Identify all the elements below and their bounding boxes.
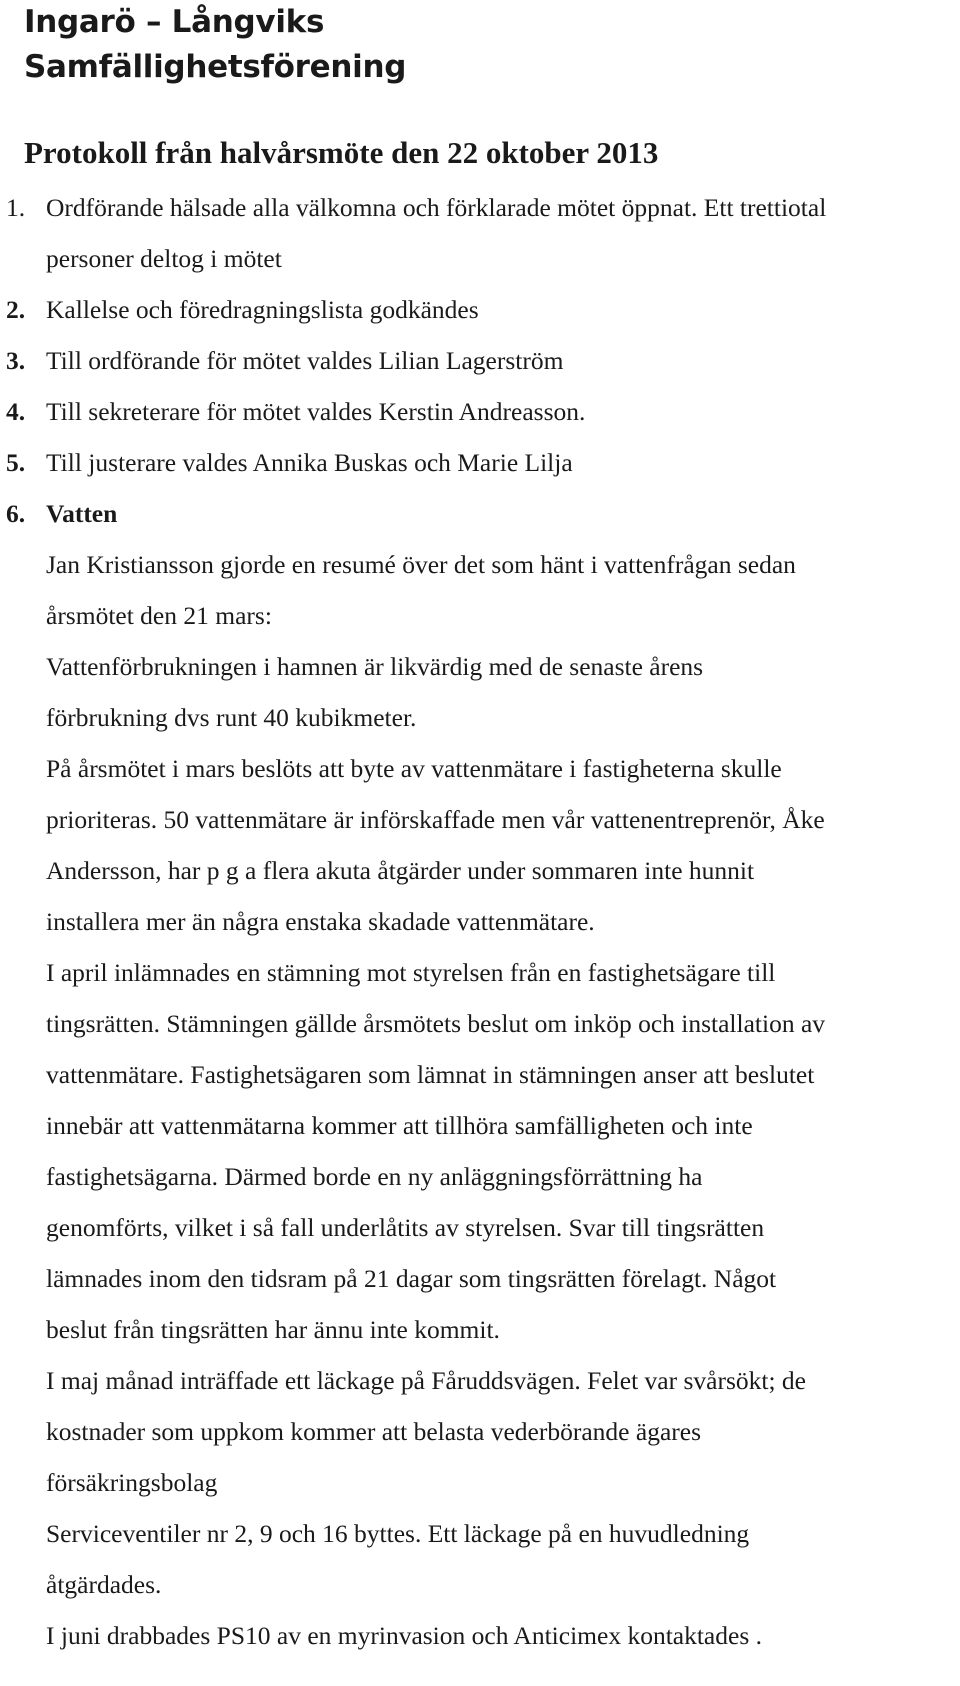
agenda-item-line: prioriteras. 50 vattenmätare är införskaffade men vår vattenentreprenör, Åke <box>46 805 825 834</box>
agenda-item-number: 1. <box>6 193 26 222</box>
agenda-item-line: fastighetsägarna. Därmed borde en ny anläggningsförrättning ha <box>46 1162 703 1191</box>
agenda-item-line: förbrukning dvs runt 40 kubikmeter. <box>46 703 417 732</box>
agenda-item-line: personer deltog i mötet <box>46 244 282 273</box>
agenda-item-line: Ordförande hälsade alla välkomna och förklarade mötet öppnat. Ett trettiotal <box>46 193 827 222</box>
agenda-item-line: Till justerare valdes Annika Buskas och Marie Lilja <box>46 448 573 477</box>
agenda-item-line: åtgärdades. <box>46 1570 162 1599</box>
agenda-item-line: beslut från tingsrätten har ännu inte kommit. <box>46 1315 500 1344</box>
agenda-item-4 <box>0 386 960 437</box>
agenda-item-number: 3. <box>6 346 26 375</box>
agenda-item-number: 4. <box>6 397 26 426</box>
agenda-item-line: Vattenförbrukningen i hamnen är likvärdig med de senaste årens <box>46 652 704 681</box>
agenda-item-2 <box>0 284 960 335</box>
agenda-item-line: Jan Kristiansson gjorde en resumé över det som hänt i vattenfrågan sedan <box>46 550 796 579</box>
organization-title <box>24 0 406 90</box>
agenda-item-line: I maj månad inträffade ett läckage på Fåruddsvägen. Felet var svårsökt; de <box>46 1366 806 1395</box>
agenda-item-3 <box>0 335 960 386</box>
agenda-item-number: 2. <box>6 295 26 324</box>
agenda-item-5 <box>0 437 960 488</box>
agenda-item-line: tingsrätten. Stämningen gällde årsmötets beslut om inköp och installation av <box>46 1009 826 1038</box>
agenda-item-line: försäkringsbolag <box>46 1468 218 1497</box>
agenda-item-1 <box>0 182 960 284</box>
agenda-item-line: Till ordförande för mötet valdes Lilian Lagerström <box>46 346 564 375</box>
agenda-item-6 <box>0 488 960 1661</box>
agenda-item-line: På årsmötet i mars beslöts att byte av vattenmätare i fastigheterna skulle <box>46 754 782 783</box>
agenda-item-heading: Vatten <box>46 499 118 528</box>
agenda-item-line: installera mer än några enstaka skadade vattenmätare. <box>46 907 595 936</box>
agenda-item-line: vattenmätare. Fastighetsägaren som lämnat in stämningen anser att beslutet <box>46 1060 815 1089</box>
agenda-item-line: innebär att vattenmätarna kommer att tillhöra samfälligheten och inte <box>46 1111 753 1140</box>
agenda-item-number: 5. <box>6 448 26 477</box>
agenda-item-line: Serviceventiler nr 2, 9 och 16 byttes. Ett läckage på en huvudledning <box>46 1519 750 1548</box>
agenda-item-number: 6. <box>6 499 26 528</box>
agenda-item-line: I april inlämnades en stämning mot styrelsen från en fastighetsägare till <box>46 958 776 987</box>
agenda-item-line: lämnades inom den tidsram på 21 dagar som tingsrätten förelagt. Något <box>46 1264 777 1293</box>
agenda-list <box>0 182 960 1661</box>
agenda-item-line: Kallelse och föredragningslista godkändes <box>46 295 479 324</box>
organization-title-line-1: Ingarö – Långviks <box>24 4 325 40</box>
agenda-item-line: Andersson, har p g a flera akuta åtgärder under sommaren inte hunnit <box>46 856 755 885</box>
agenda-item-line: I juni drabbades PS10 av en myrinvasion och Anticimex kontaktades . <box>46 1621 762 1650</box>
agenda-item-line: årsmötet den 21 mars: <box>46 601 272 630</box>
protocol-heading: Protokoll från halvårsmöte den 22 oktober 2013 <box>24 135 659 170</box>
agenda-item-line: kostnader som uppkom kommer att belasta vederbörande ägares <box>46 1417 701 1446</box>
agenda-item-line: genomförts, vilket i så fall underlåtits av styrelsen. Svar till tingsrätten <box>46 1213 765 1242</box>
organization-title-line-2: Samfällighetsförening <box>24 49 407 85</box>
agenda-item-line: Till sekreterare för mötet valdes Kerstin Andreasson. <box>46 397 586 426</box>
